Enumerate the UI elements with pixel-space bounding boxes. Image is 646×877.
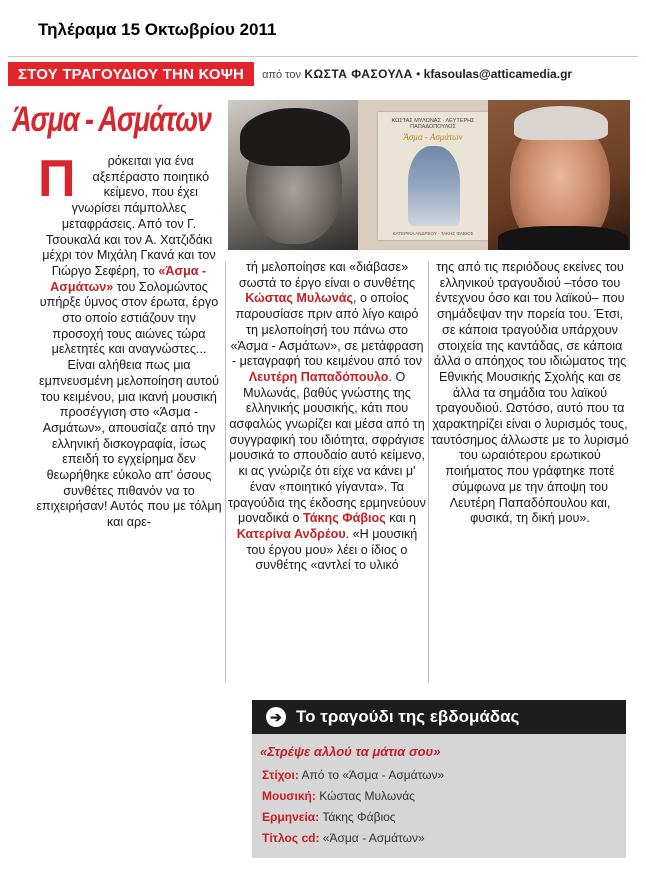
dropcap: Π — [38, 150, 76, 208]
paragraph-1-text: ρόκειται για ένα αξεπέραστο ποιητικό κείμενο, που έχει γνωρίσει πάμπολλες μεταφράσεις. Από τον Γ. Τσουκαλά και τον Α. Χατζιδάκι μέχρι τον Μιχάλη Γκανά και τον Γιώργο Σεφέρη, το — [42, 154, 216, 278]
column-divider — [428, 262, 429, 682]
paragraph-1 — [36, 150, 222, 358]
song-box-heading-text: Το τραγούδι της εβδομάδας — [296, 707, 520, 726]
col2-text-2: , ο οποίος παρουσίασε πριν από λίγο καιρό τη μελοποίησή του πάνω στο «Άσμα - Ασμάτων», σε μετάφραση - μεταγραφή του κειμένου από τον — [230, 291, 424, 369]
credit-label: Στίχοι: — [262, 768, 299, 782]
byline-separator: • — [416, 67, 421, 81]
song-title-mention: «Άσμα - Ασμάτων» — [50, 263, 207, 294]
article-column-2 — [228, 260, 426, 574]
singer-name-1: Τάκης Φάβιος — [303, 511, 386, 526]
song-title: «Στρέψε αλλού τα μάτια σου» — [260, 744, 441, 759]
song-of-the-week-box — [252, 700, 626, 858]
composer-name: Κώστας Μυλωνάς — [245, 291, 353, 306]
column-header-bar — [8, 60, 638, 88]
credit-value: «Άσμα - Ασμάτων» — [322, 831, 425, 845]
byline-prefix: από τον — [262, 69, 301, 81]
paragraph-4: της από τις περιόδους εκείνες του ελληνικού τραγουδιού –τόσο του έντεχνου όσο και του λαϊκού– που σημάδεψαν την πορεία του. Έτσι, σε κάποια τραγούδια υπάρχουν στοιχεία της καντάδας, σε κάποια άλλα ο απόηχος του ιδιώματος της Εθνικής Μουσικής Σχολής και σε άλλα τα σημάδια του λαϊκού τραγουδιού. Ωστόσο, αυτό που τα χαρακτηρίζει είναι ο λυρισμός τους, ταυτόσημος άλλωστε με το λυρισμό του ωραιότερου ερωτικού ποιήματος που γράφτηκε ποτέ σύμφωνα με την άποψη του Λευτέρη Παπαδόπουλου και, φυσικά, τη δική μου». — [431, 260, 629, 526]
song-credit-performer — [262, 810, 396, 824]
article-column-1 — [36, 150, 222, 531]
article-title: Άσμα - Ασμάτων — [12, 100, 211, 139]
paragraph-1-text-end: του Σολομώντος υπήρξε ύμνος στον έρωτα, έργο στο οποίο εστιάζουν την προσοχή τους αιώνες τώρα μελετητές και αναγνώστες... — [39, 279, 219, 357]
col2-text-4: και η — [385, 511, 417, 526]
paragraph-2: Είναι αλήθεια πως μια εμπνευσμένη μελοποίηση αυτού του κειμένου, μια ικανή μουσική προσέγγιση στο «Άσμα - Ασμάτων», απουσίαζε από την ελληνική δισκογραφία, ίσως επειδή το εγχείρημα δεν θεωρήθηκε εύκολο απ' όσους συνθέτες πιθανόν να το επιχειρήσαν! Αυτός που με τόλμη και αρε- — [36, 358, 222, 530]
cd-cover — [378, 112, 488, 240]
author-name: ΚΩΣΤΑ ΦΑΣΟΥΛΑ — [304, 67, 413, 81]
col2-text-1: τή μελοποίησε και «διάβασε» σωστά το έργο είναι ο συνθέτης — [238, 260, 416, 290]
song-credit-lyrics — [262, 768, 444, 782]
lyricist-name: Λευτέρη Παπαδόπουλο — [248, 369, 389, 384]
composer-hair — [240, 108, 350, 166]
credit-value: Τάκης Φάβιος — [322, 810, 396, 824]
col2-text-5: . «Η μουσική του έργου μου» λέει ο ίδιος ο συνθέτης «αντλεί το υλικό — [246, 526, 418, 573]
column-name: ΣΤΟΥ ΤΡΑΓΟΥΔΙΟΥ ΤΗΝ ΚΟΨΗ — [8, 62, 254, 86]
article-column-3 — [430, 260, 630, 527]
author-email: kfasoulas@atticamedia.gr — [423, 67, 573, 81]
col2-text-3: . Ο Μυλωνάς, βαθύς γνώστης της ελληνικής μουσικής, κάτι που ασφαλώς γνωρίζει και μέσα από τη συγγραφική του ιδιότητα, σφράγισε μουσικά το σπουδαίο αυτό κείμενο, κι ας γνώριζε ότι είχε να κάνει μ' έναν «ποιητικό γίγαντα». Τα τραγούδια της έκδοσης ερμηνεύουν μοναδικά ο — [228, 369, 426, 526]
cd-cover-figure — [408, 146, 460, 226]
credit-value: Από το «Άσμα - Ασμάτων» — [301, 768, 445, 782]
song-credit-music — [262, 789, 415, 803]
credit-label: Μουσική: — [262, 789, 316, 803]
cd-title: Άσμα - Ασμάτων — [403, 132, 463, 142]
lyricist-shirt — [498, 226, 628, 250]
publication-date-header: Τηλέραμα 15 Οκτωβρίου 2011 — [38, 20, 277, 39]
credit-label: Τίτλος cd: — [262, 831, 320, 845]
byline — [262, 67, 572, 81]
credit-label: Ερμηνεία: — [262, 810, 320, 824]
composer-photo — [228, 100, 358, 250]
lyricist-hair — [514, 106, 608, 140]
song-box-heading — [252, 700, 626, 734]
credit-value: Κώστας Μυλωνάς — [319, 789, 415, 803]
cd-singers: ΚΑΤΕΡΙΝΑ ΑΝΔΡΕΟΥ · ΤΑΚΗΣ ΦΑΒΙΟΣ — [392, 231, 474, 236]
lyricist-photo — [488, 100, 630, 250]
column-divider — [225, 262, 226, 682]
header-rule — [8, 56, 638, 57]
cd-artists: ΚΩΣΤΑΣ ΜΥΛΩΝΑΣ · ΛΕΥΤΕΡΗΣ ΠΑΠΑΔΟΠΟΥΛΟΣ — [391, 118, 475, 130]
song-credit-cd-title — [262, 831, 425, 845]
arrow-right-icon: ➔ — [266, 707, 286, 727]
paragraph-3 — [228, 260, 426, 574]
singer-name-2: Κατερίνα Ανδρέου — [236, 526, 346, 541]
article-photo — [228, 100, 630, 250]
